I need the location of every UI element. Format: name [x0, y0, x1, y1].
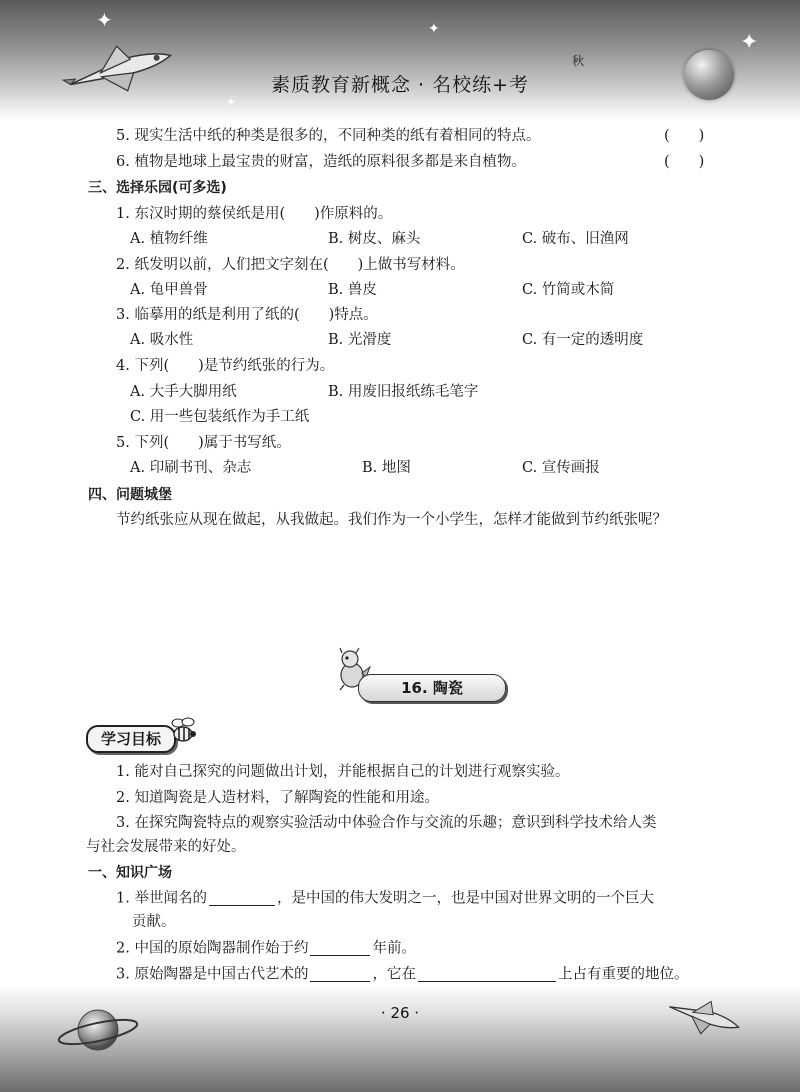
choice-q2-stem: 2. 纸发明以前，人们把文字刻在( )上做书写材料。: [116, 257, 465, 273]
star-icon: ✦: [96, 8, 113, 32]
tf-item-6: 6. 植物是地球上最宝贵的财富，造纸的原料很多都是来自植物。: [116, 154, 526, 170]
section-heading-choice: 三、选择乐园(可多选): [88, 180, 227, 196]
choice-q4-stem: 4. 下列( )是节约纸张的行为。: [116, 358, 335, 374]
choice-q4-option-a[interactable]: A. 大手大脚用纸: [130, 384, 237, 400]
answer-blank-3a[interactable]: [310, 967, 370, 982]
choice-q5-stem: 5. 下列( )属于书写纸。: [116, 435, 291, 451]
fill-blank-1-continued: 贡献。: [132, 914, 176, 930]
choice-q3-stem: 3. 临摹用的纸是利用了纸的( )特点。: [116, 307, 378, 323]
fill-blank-1-prefix: 1. 举世闻名的: [116, 890, 207, 907]
page-header-title: 素质教育新概念 · 名校练+考: [270, 74, 530, 96]
learning-goal-1: 1. 能对自己探究的问题做出计划，并能根据自己的计划进行观察实验。: [116, 764, 570, 780]
season-label: 秋: [572, 54, 585, 68]
bee-icon: [166, 714, 200, 748]
choice-q4-option-b[interactable]: B. 用废旧报纸练毛笔字: [328, 384, 479, 400]
answer-blank-1[interactable]: [209, 891, 275, 906]
tf-item-5: 5. 现实生活中纸的种类是很多的，不同种类的纸有着相同的特点。: [116, 128, 541, 144]
learning-goal-2: 2. 知道陶瓷是人造材料，了解陶瓷的性能和用途。: [116, 790, 439, 806]
answer-blank-2[interactable]: [310, 941, 370, 956]
fill-blank-3-prefix: 3. 原始陶器是中国古代艺术的: [116, 966, 309, 983]
choice-q5-option-b[interactable]: B. 地图: [362, 460, 411, 476]
answer-area[interactable]: [116, 536, 716, 636]
learning-goals-tag: 学习目标: [86, 725, 176, 753]
fill-blank-3-middle: ，它在: [372, 966, 416, 983]
fill-blank-2: [116, 941, 416, 956]
choice-q4-option-c[interactable]: C. 用一些包装纸作为手工纸: [130, 409, 310, 425]
choice-q3-option-a[interactable]: A. 吸水性: [130, 332, 194, 348]
choice-q1-option-c[interactable]: C. 破布、旧渔网: [522, 231, 629, 247]
choice-q3-option-b[interactable]: B. 光滑度: [328, 332, 392, 348]
tf-answer-paren-6[interactable]: ( ): [664, 154, 705, 170]
choice-q5-option-c[interactable]: C. 宣传画报: [522, 460, 600, 476]
choice-q1-option-b[interactable]: B. 树皮、麻头: [328, 231, 421, 247]
fill-blank-3: [116, 967, 688, 982]
fill-blank-3-suffix: 上占有重要的地位。: [557, 966, 689, 983]
section-heading-question-castle: 四、问题城堡: [88, 487, 172, 503]
choice-q2-option-b[interactable]: B. 兽皮: [328, 282, 377, 298]
fill-blank-1: [116, 891, 654, 906]
choice-q1-stem: 1. 东汉时期的蔡侯纸是用( )作原料的。: [116, 206, 393, 222]
star-icon: ✦: [226, 95, 237, 109]
choice-q1-option-a[interactable]: A. 植物纤维: [130, 231, 208, 247]
fill-blank-1-suffix: ，是中国的伟大发明之一，也是中国对世界文明的一个巨大: [276, 890, 654, 907]
fill-blank-2-prefix: 2. 中国的原始陶器制作始于约: [116, 940, 309, 957]
choice-q2-option-c[interactable]: C. 竹简或木简: [522, 282, 615, 298]
choice-q5-option-a[interactable]: A. 印刷书刊、杂志: [130, 460, 252, 476]
tf-answer-paren-5[interactable]: ( ): [664, 128, 705, 144]
fill-blank-2-suffix: 年前。: [372, 940, 416, 957]
open-question-text: 节约纸张应从现在做起，从我做起。我们作为一个小学生，怎样才能做到节约纸张呢？: [116, 512, 667, 528]
choice-q3-option-c[interactable]: C. 有一定的透明度: [522, 332, 644, 348]
page-number: · 26 ·: [380, 1004, 420, 1022]
learning-goal-3-continued: 与社会发展带来的好处。: [86, 839, 246, 855]
section-heading-knowledge: 一、知识广场: [88, 865, 172, 881]
lesson-title-banner: 16. 陶瓷: [358, 674, 506, 702]
learning-goal-3: 3. 在探究陶瓷特点的观察实验活动中体验合作与交流的乐趣；意识到科学技术给人类: [116, 815, 657, 831]
star-icon: ✦: [740, 30, 759, 55]
answer-blank-3b[interactable]: [418, 967, 556, 982]
star-icon: ✦: [428, 21, 440, 37]
choice-q2-option-a[interactable]: A. 龟甲兽骨: [130, 282, 208, 298]
